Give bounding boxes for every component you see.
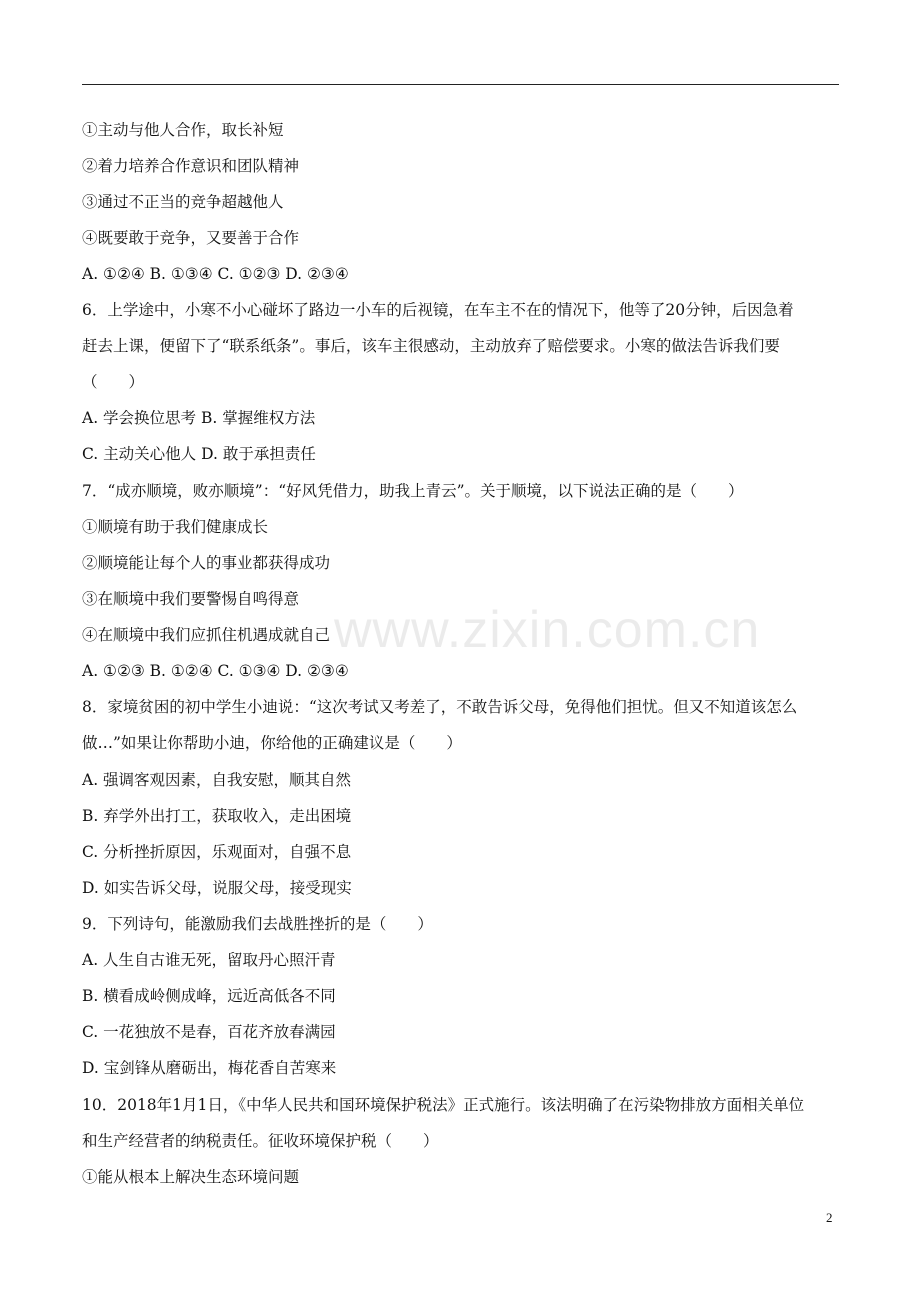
answer-option: A. 人生自古谁无死，留取丹心照汗青 <box>82 951 336 969</box>
answer-option: B. 横看成岭侧成峰，远近高低各不同 <box>82 987 336 1005</box>
answer-option: A. 强调客观因素，自我安慰，顺其自然 <box>82 771 352 789</box>
text-line: 赶去上课，便留下了“联系纸条”。事后，该车主很感动，主动放弃了赔偿要求。小寒的做法告诉我们要 <box>82 337 780 355</box>
text-line: ①能从根本上解决生态环境问题 <box>82 1168 300 1186</box>
text-line: ③通过不正当的竞争超越他人 <box>82 193 284 211</box>
question-10: 10．2018年1月1日，《中华人民共和国环境保护税法》正式施行。该法明确了在污染物排放方面相关单位 <box>82 1096 805 1114</box>
question-6: 6．上学途中，小寒不小心碰坏了路边一小车的后视镜，在车主不在的情况下，他等了20分钟，后因急着 <box>82 301 794 319</box>
text-line: ④既要敢于竞争，又要善于合作 <box>82 229 300 247</box>
text-line: 和生产经营者的纳税责任。征收环境保护税（ ） <box>82 1132 439 1150</box>
text-line: ③在顺境中我们要警惕自鸣得意 <box>82 590 300 608</box>
text-line: ②顺境能让每个人的事业都获得成功 <box>82 554 331 572</box>
header-rule <box>82 84 839 85</box>
answer-option: C. 一花独放不是春，百花齐放春满园 <box>82 1023 336 1041</box>
text-line: ①主动与他人合作，取长补短 <box>82 121 284 139</box>
answer-options: C. 主动关心他人 D. 敢于承担责任 <box>82 445 316 463</box>
question-7: 7．“成亦顺境，败亦顺境”：“好风凭借力，助我上青云”。关于顺境，以下说法正确的是（ ） <box>82 482 744 500</box>
text-line: ①顺境有助于我们健康成长 <box>82 518 269 536</box>
answer-option: D. 宝剑锋从磨砺出，梅花香自苦寒来 <box>82 1059 337 1077</box>
page-number: 2 <box>826 1210 833 1225</box>
answer-option: C. 分析挫折原因，乐观面对，自强不息 <box>82 843 352 861</box>
question-8: 8．家境贫困的初中学生小迪说：“这次考试又考差了，不敢告诉父母，免得他们担忧。但又不知道该怎么 <box>82 698 798 716</box>
text-line: ②着力培养合作意识和团队精神 <box>82 157 300 175</box>
answer-option: D. 如实告诉父母，说服父母，接受现实 <box>82 879 352 897</box>
text-line: ④在顺境中我们应抓住机遇成就自己 <box>82 626 331 644</box>
answer-blank: （ ） <box>82 373 145 391</box>
watermark: www.zixin.com.cn <box>334 601 761 659</box>
answer-option: B. 弃学外出打工，获取收入，走出困境 <box>82 807 352 825</box>
question-9: 9．下列诗句，能激励我们去战胜挫折的是（ ） <box>82 915 433 933</box>
answer-options: A. ①②③ B. ①②④ C. ①③④ D. ②③④ <box>82 662 349 680</box>
text-line: 做…”如果让你帮助小迪，你给他的正确建议是（ ） <box>82 734 462 752</box>
answer-options: A. ①②④ B. ①③④ C. ①②③ D. ②③④ <box>82 265 349 283</box>
answer-options: A. 学会换位思考 B. 掌握维权方法 <box>82 409 316 427</box>
